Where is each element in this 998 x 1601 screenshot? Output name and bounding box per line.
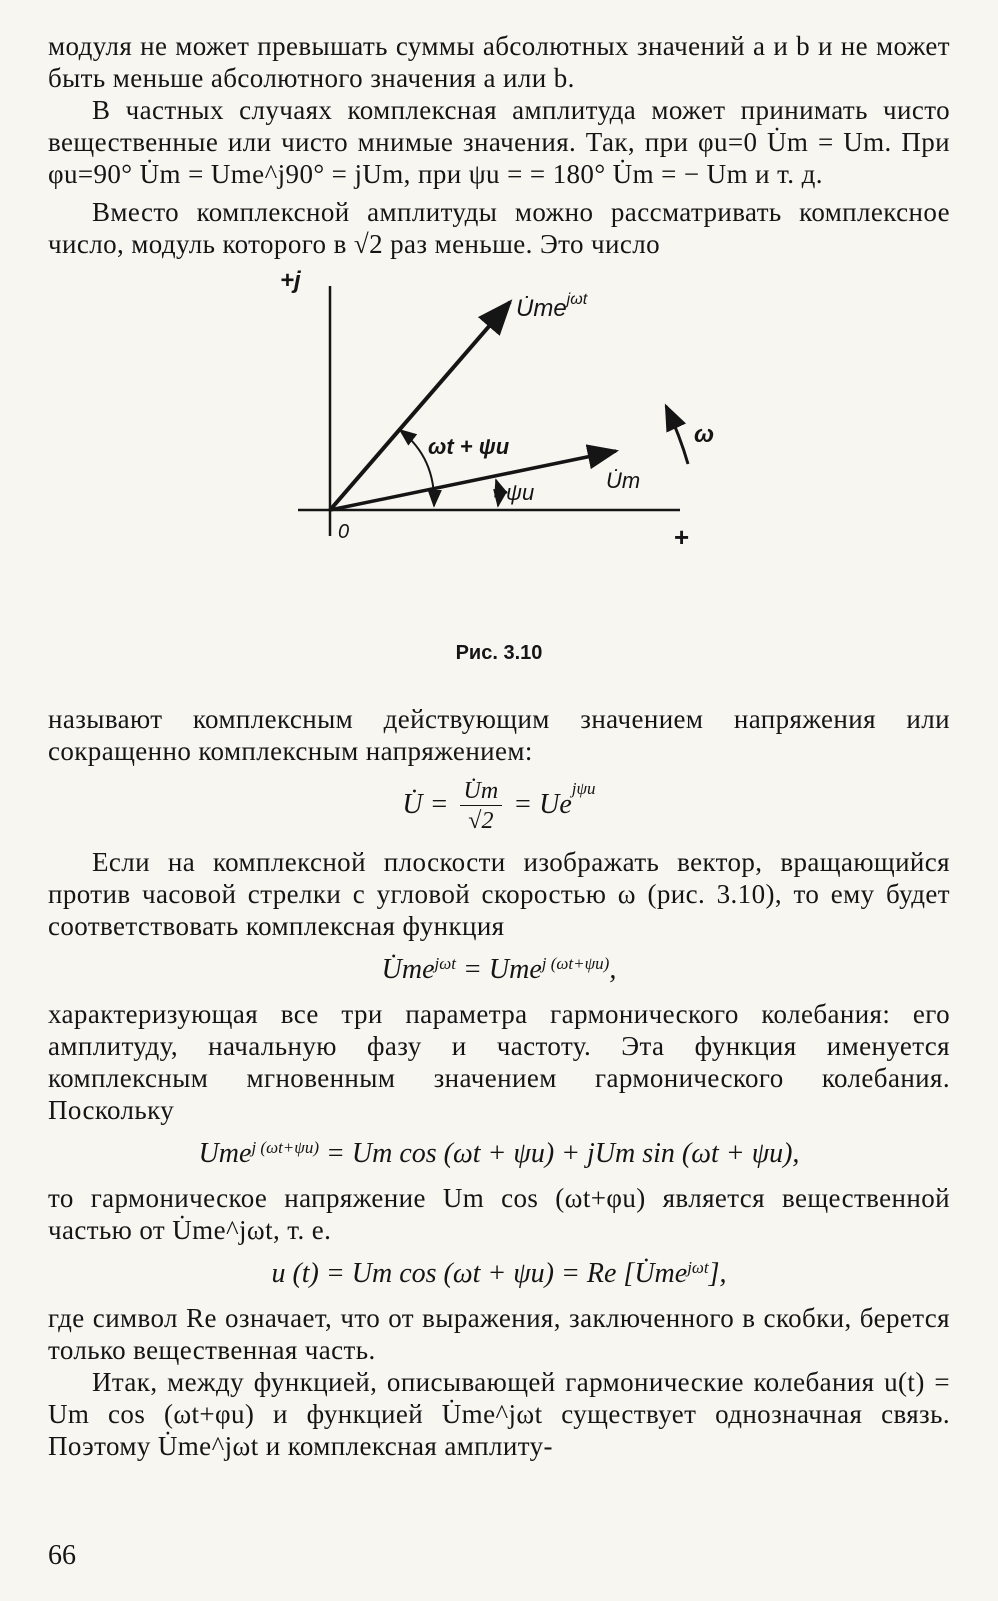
paragraph: где символ Re означает, что от выражения, заключенного в скобки, берется только вещественная часть. bbox=[48, 1303, 950, 1365]
label-plus: + bbox=[674, 522, 690, 552]
figure-caption: Рис. 3.10 bbox=[455, 642, 543, 664]
paragraph: Если на комплексной плоскости изображать вектор, вращающийся против часовой стрелки с угловой скоростью ω (рис. 3.10), то ему будет соответствовать комплексная функция bbox=[48, 847, 950, 941]
vector-diagram bbox=[48, 266, 950, 636]
equation-complex-voltage: U̇ = $\frac{U̇m}{√2}$ = $Ue^{j\psi u}$ bbox=[402, 778, 596, 834]
label-rotating: $U̇me^{j\omega t}$ bbox=[516, 291, 588, 322]
label-angle-psi: ψu bbox=[506, 480, 535, 505]
angle-arc-psi bbox=[496, 480, 499, 506]
paragraph: В частных случаях комплексная амплитуда может принимать чисто вещественные или чисто мнимые значения. Так, при φu=0 U̇m = Um. При φu=90° U̇m = Ume^j90° = jUm, при ψu = = 180° U̇m = − Um и т. д. bbox=[48, 95, 950, 189]
paragraph: Итак, между функцией, описывающей гармонические колебания u(t) = Um cos (ωt+φu) и функцией U̇me^jωt существует однозначная связь. Поэтому U̇me^jωt и комплексная амплиту- bbox=[48, 1367, 950, 1461]
label-angle-total: ωt + ψu bbox=[428, 434, 510, 459]
paragraph: то гармоническое напряжение Um cos (ωt+φu) является вещественной частью от U̇me^jωt, т. е. bbox=[48, 1183, 950, 1245]
paragraph: называют комплексным действующим значением напряжения или сокращенно комплексным напряжением: bbox=[48, 704, 950, 766]
figure-3-10 bbox=[48, 266, 950, 636]
paragraph: модуля не может превышать суммы абсолютных значений a и b и не может быть меньше абсолютного значения a или b. bbox=[48, 31, 950, 93]
label-um: U̇m bbox=[606, 468, 641, 493]
equation-euler-expansion: Ume$^{j (\omega t+\psi u)}$ = Um cos (ωt + ψu) + jUm sin (ωt + ψu), bbox=[198, 1138, 800, 1169]
paragraph: характеризующая все три параметра гармонического колебания: его амплитуду, начальную фазу и частоту. Эта функция именуется комплексным мгновенным значением гармонического колебания. Поскольку bbox=[48, 999, 950, 1125]
equation-rotating-function: $U̇me^{j\omega t} = Ume^{j (\omega t+\psi u)}$, bbox=[381, 954, 617, 985]
omega-arrow bbox=[666, 406, 688, 464]
label-omega: ω bbox=[694, 421, 715, 448]
label-plus-j: +j bbox=[280, 267, 301, 294]
page-number: 66 bbox=[48, 1540, 76, 1571]
label-origin: 0 bbox=[338, 521, 350, 543]
paragraph: Вместо комплексной амплитуды можно рассматривать комплексное число, модуль которого в √2 раз меньше. Это число bbox=[48, 197, 950, 259]
page-content bbox=[48, 30, 950, 1462]
equation-real-part: u (t) = Um cos (ωt + ψu) = Re $[U̇me^{j\omega t}]$, bbox=[271, 1258, 727, 1289]
